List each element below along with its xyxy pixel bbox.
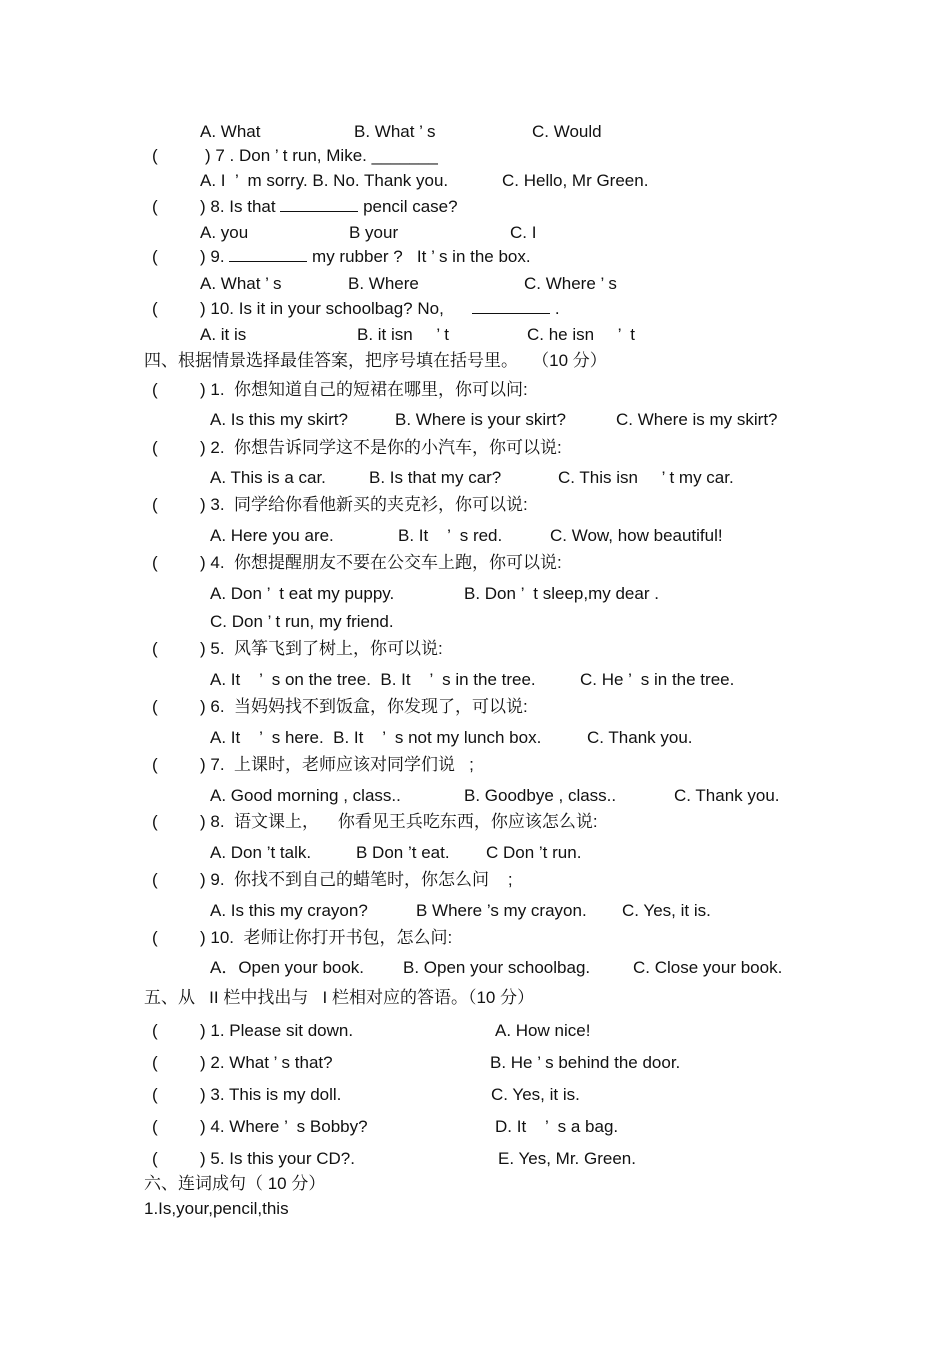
s4-q8-option-b: B Don ’t eat. — [356, 843, 450, 862]
s4-q3-option-b: B. It ’ s red. — [398, 526, 503, 545]
s4-q3-paren: ( — [152, 495, 158, 514]
s5-row2-left: ) 2. What ’ s that? — [200, 1053, 333, 1072]
s4-q5-paren: ( — [152, 639, 158, 658]
s5-row1-right: A. How nice! — [495, 1021, 591, 1040]
q9-paren: ( — [152, 247, 158, 266]
q8-option-c: C. I — [510, 223, 537, 242]
s4-q7-question: ) 7. 上课时，老师应该对同学们说 ; — [200, 755, 474, 774]
q9-option-b: B. Where — [348, 274, 419, 293]
q10-paren: ( — [152, 299, 158, 318]
s4-q1-option-c: C. Where is my skirt? — [616, 410, 778, 429]
s4-q10-paren: ( — [152, 928, 158, 947]
s4-q1-paren: ( — [152, 380, 158, 399]
q7-paren: ( — [152, 146, 158, 165]
q8-option-b: B your — [349, 223, 399, 242]
s5-row5-left: ) 5. Is this your CD?. — [200, 1149, 355, 1168]
q7-option-ab: A. I ’ m sorry. B. No. Thank you. — [200, 171, 449, 190]
s4-q4-paren: ( — [152, 553, 158, 572]
s4-q9-option-b: B Where ’s my crayon. — [416, 901, 587, 920]
q10-option-b: B. it isn ’ t — [357, 325, 449, 344]
q7-option-c: C. Hello, Mr Green. — [502, 171, 649, 190]
s4-q5-option-ab: A. It ’ s on the tree. B. It ’ s in the tree. — [210, 670, 536, 689]
section-5-heading: 五、从 II 栏中找出与 I 栏相对应的答语。（10 分） — [144, 988, 535, 1007]
s4-q6-option-ab: A. It ’ s here. B. It ’ s not my lunch box. — [210, 728, 542, 747]
s4-q7-option-b: B. Goodbye , class.. — [464, 786, 617, 805]
s5-row5-paren: ( — [152, 1149, 158, 1168]
s4-q2-option-b: B. Is that my car? — [369, 468, 502, 487]
s4-q5-question: ) 5. 风筝飞到了树上，你可以说: — [200, 639, 443, 658]
s4-q4-question: ) 4. 你想提醒朋友不要在公交车上跑，你可以说: — [200, 553, 562, 572]
s4-q4-option-a: A. Don ’ t eat my puppy. — [210, 584, 395, 603]
s4-q7-option-a: A. Good morning , class.. — [210, 786, 401, 805]
s4-q1-option-a: A. Is this my skirt? — [210, 410, 348, 429]
q9-option-a: A. What ’ s — [200, 274, 282, 293]
q6-option-c: C. Would — [532, 122, 602, 141]
s5-row1-paren: ( — [152, 1021, 158, 1040]
s4-q7-option-c: C. Thank you. — [674, 786, 780, 805]
s4-q10-option-c: C. Close your book. — [633, 958, 783, 977]
q9-answer-blank[interactable] — [229, 247, 307, 262]
s4-q3-question: ) 3. 同学给你看他新买的夹克衫，你可以说: — [200, 495, 528, 514]
s5-row5-right: E. Yes, Mr. Green. — [498, 1149, 636, 1168]
q8-option-a: A. you — [200, 223, 249, 242]
s4-q8-question: ) 8. 语文课上， 你看见王兵吃东西，你应该怎么说: — [200, 812, 598, 831]
section-6-heading: 六、连词成句（ 10 分） — [144, 1174, 326, 1193]
s4-q8-option-c: C Don ’t run. — [486, 843, 582, 862]
s4-q3-option-a: A. Here you are. — [210, 526, 334, 545]
s4-q5-option-c: C. He ’ s in the tree. — [580, 670, 735, 689]
q8-question: ) 8. Is that pencil case? — [200, 197, 458, 216]
s4-q2-question: ) 2. 你想告诉同学这不是你的小汽车，你可以说: — [200, 438, 562, 457]
s5-row3-left: ) 3. This is my doll. — [200, 1085, 342, 1104]
s4-q8-paren: ( — [152, 812, 158, 831]
s4-q9-option-c: C. Yes, it is. — [622, 901, 711, 920]
s5-row1-left: ) 1. Please sit down. — [200, 1021, 354, 1040]
q10-question: ) 10. Is it in your schoolbag? No, . — [200, 299, 560, 318]
s4-q9-option-a: A. Is this my crayon? — [210, 901, 368, 920]
s5-row3-paren: ( — [152, 1085, 158, 1104]
s5-row3-right: C. Yes, it is. — [491, 1085, 580, 1104]
s4-q1-question: ) 1. 你想知道自己的短裙在哪里，你可以问: — [200, 380, 528, 399]
s4-q2-option-c: C. This isn ’ t my car. — [558, 468, 734, 487]
section-4-heading: 四、根据情景选择最佳答案，把序号填在括号里。 （10 分） — [144, 351, 607, 370]
q6-option-b: B. What ’ s — [354, 122, 436, 141]
q9-option-c: C. Where ’ s — [524, 274, 617, 293]
s4-q10-option-a: A．Open your book. — [210, 958, 365, 977]
s4-q4-option-c: C. Don ’ t run, my friend. — [210, 612, 394, 631]
s4-q4-option-b: B. Don ’ t sleep,my dear . — [464, 584, 659, 603]
q8-paren: ( — [152, 197, 158, 216]
s4-q9-question: ) 9. 你找不到自己的蜡笔时，你怎么问 ; — [200, 870, 513, 889]
s4-q1-option-b: B. Where is your skirt? — [395, 410, 566, 429]
s4-q10-option-b: B. Open your schoolbag. — [403, 958, 591, 977]
s5-row2-right: B. He ’ s behind the door. — [490, 1053, 681, 1072]
s6-q1: 1.Is,your,pencil,this — [144, 1199, 289, 1218]
s5-row4-left: ) 4. Where ’ s Bobby? — [200, 1117, 368, 1136]
s4-q6-option-c: C. Thank you. — [587, 728, 693, 747]
s5-row2-paren: ( — [152, 1053, 158, 1072]
q10-option-c: C. he isn ’ t — [527, 325, 636, 344]
q10-answer-blank[interactable] — [472, 299, 550, 314]
q7-question: ) 7 . Don ’ t run, Mike. _______ — [205, 146, 438, 165]
s4-q6-paren: ( — [152, 697, 158, 716]
s4-q3-option-c: C. Wow, how beautiful! — [550, 526, 723, 545]
s4-q2-option-a: A. This is a car. — [210, 468, 326, 487]
s4-q7-paren: ( — [152, 755, 158, 774]
s4-q2-paren: ( — [152, 438, 158, 457]
s4-q9-paren: ( — [152, 870, 158, 889]
q8-answer-blank[interactable] — [280, 197, 358, 212]
s5-row4-paren: ( — [152, 1117, 158, 1136]
s5-row4-right: D. It ’ s a bag. — [495, 1117, 619, 1136]
q6-option-a: A. What — [200, 122, 261, 141]
s4-q8-option-a: A. Don ’t talk. — [210, 843, 312, 862]
q10-option-a: A. it is — [200, 325, 247, 344]
s4-q10-question: ) 10. 老师让你打开书包，怎么问: — [200, 928, 453, 947]
s4-q6-question: ) 6. 当妈妈找不到饭盒，你发现了，可以说: — [200, 697, 528, 716]
q9-question: ) 9. my rubber ? It ’ s in the box. — [200, 247, 531, 266]
